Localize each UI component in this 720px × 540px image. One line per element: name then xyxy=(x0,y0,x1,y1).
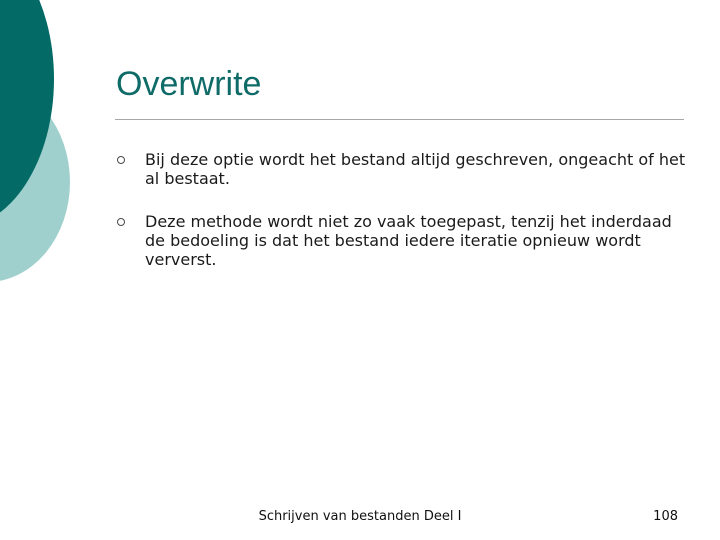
bullet-item xyxy=(117,212,687,269)
title-divider xyxy=(115,119,684,120)
slide-title: Overwrite xyxy=(116,65,262,103)
footer-text: Schrijven van bestanden Deel I xyxy=(258,509,462,524)
hollow-circle-bullet-icon xyxy=(117,156,125,164)
page-number: 108 xyxy=(653,509,678,524)
hollow-circle-bullet-icon xyxy=(117,218,125,226)
bullet-item xyxy=(117,150,687,188)
bullet-list xyxy=(117,150,687,293)
bullet-text: Deze methode wordt niet zo vaak toegepast, tenzij het inderdaad de bedoeling is dat het bestand iedere iteratie opnieuw wordt ververst. xyxy=(145,212,672,269)
bullet-text: Bij deze optie wordt het bestand altijd geschreven, ongeacht of het al bestaat. xyxy=(145,150,686,188)
